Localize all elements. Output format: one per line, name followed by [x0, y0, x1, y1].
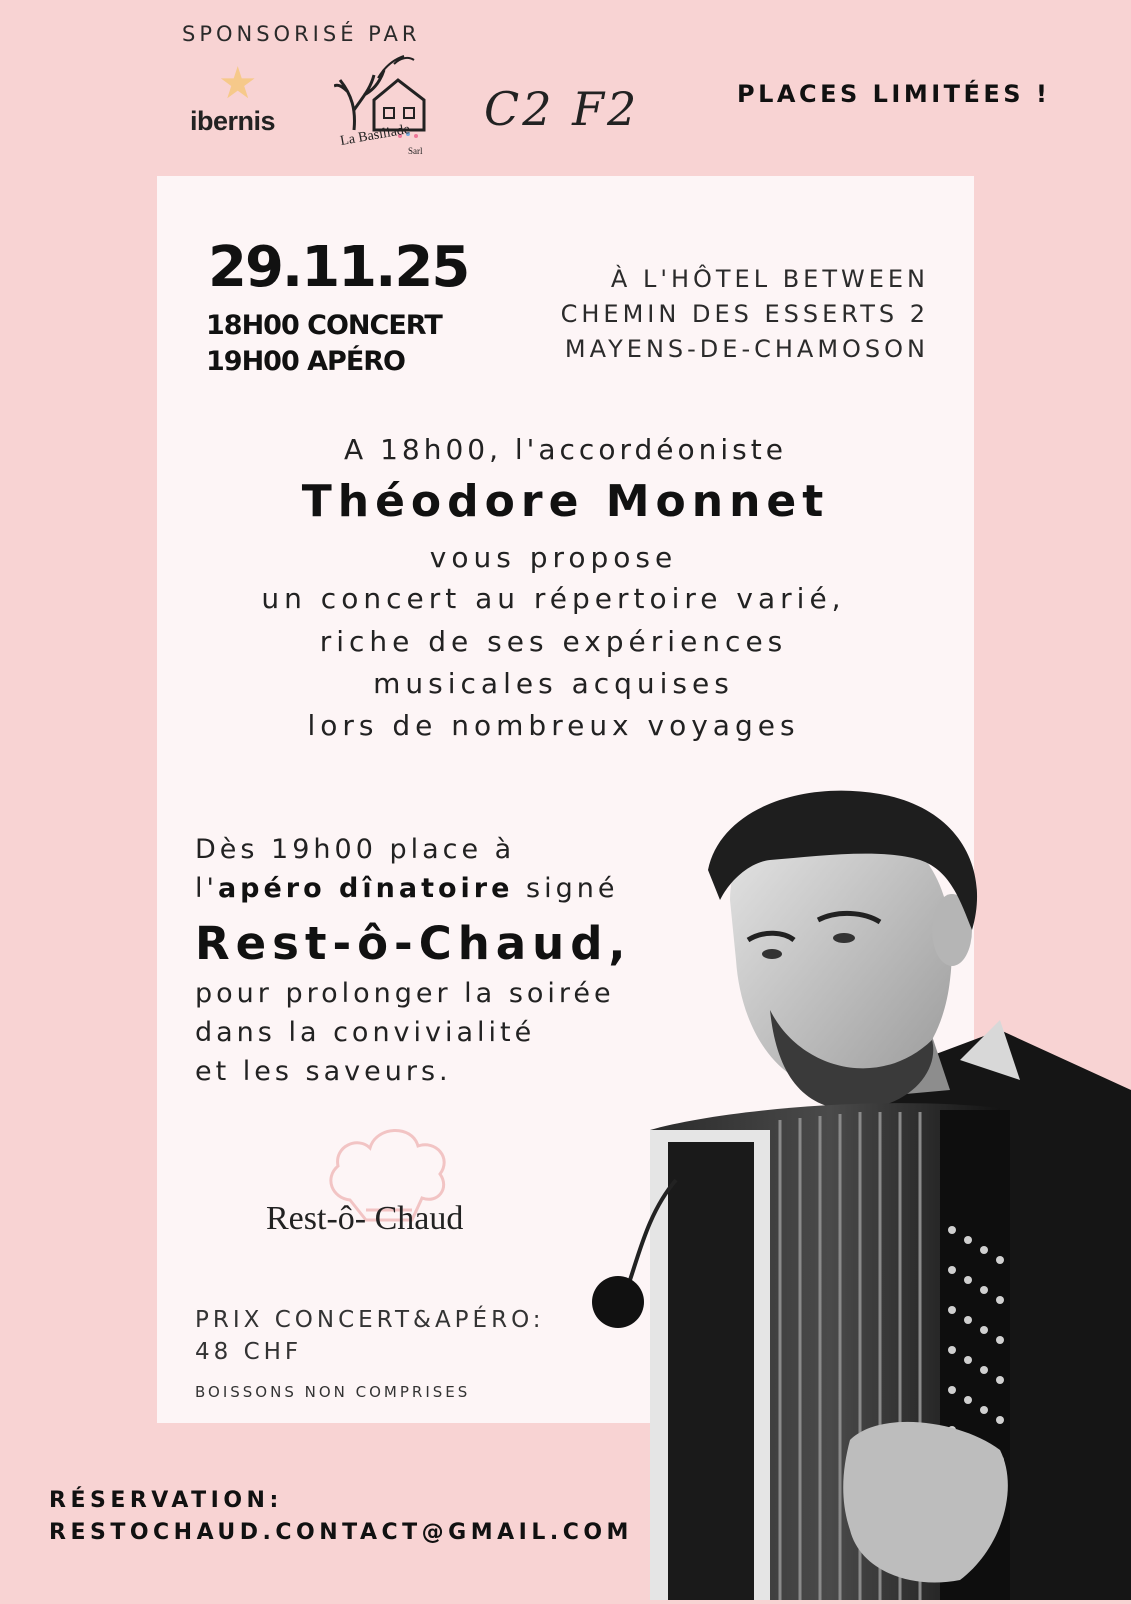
event-date: 29.11.25 — [208, 235, 469, 300]
price-amount: 48 CHF — [195, 1339, 303, 1365]
concert-intro: A 18h00, l'accordéoniste — [344, 433, 787, 466]
sponsor-title: SPONSORISÉ PAR — [182, 22, 421, 46]
basiliade-logo-text: La Basiliade — [339, 122, 412, 150]
c2f2-logo: C2 F2 — [484, 82, 640, 136]
reservation-label: RÉSERVATION: — [49, 1488, 283, 1513]
caterer-logo — [262, 1112, 512, 1252]
concert-description-line: lors de nombreux voyages — [307, 709, 800, 742]
concert-time: 18H00 CONCERT — [206, 310, 442, 341]
ibernis-logo — [188, 58, 298, 142]
apero-suffix: signé — [513, 873, 619, 904]
drinks-note: BOISSONS NON COMPRISES — [195, 1383, 471, 1401]
star-icon: ★ — [218, 58, 258, 109]
apero-time: 19H00 APÉRO — [206, 346, 406, 377]
concert-description-line: musicales acquises — [373, 667, 734, 700]
accordion-player-image — [580, 790, 1131, 1600]
concert-description-line: un concert au répertoire varié, — [261, 582, 846, 615]
apero-line — [195, 873, 618, 904]
address-city: MAYENS-DE-CHAMOSON — [564, 335, 929, 363]
apero-prefix: l' — [195, 873, 218, 904]
accordion-player-photo — [580, 790, 1131, 1600]
apero-line: dans la convivialité — [195, 1017, 536, 1048]
apero-line: pour prolonger la soirée — [195, 978, 615, 1009]
caterer-name: Rest-ô-Chaud, — [195, 917, 632, 970]
caterer-logo-text: Rest-ô- Chaud — [266, 1200, 464, 1237]
apero-line: Dès 19h00 place à — [195, 834, 516, 865]
address-street: CHEMIN DES ESSERTS 2 — [560, 300, 929, 328]
concert-description-line: riche de ses expériences — [319, 625, 788, 658]
address-venue: À L'HÔTEL BETWEEN — [610, 265, 929, 293]
apero-highlight: apéro dînatoire — [217, 873, 514, 904]
artist-name: Théodore Monnet — [301, 476, 830, 527]
concert-description-line: vous propose — [429, 541, 678, 574]
price-label: PRIX CONCERT&APÉRO: — [195, 1307, 545, 1333]
places-limitees-badge: PLACES LIMITÉES ! — [737, 80, 1051, 108]
basiliade-logo — [334, 50, 444, 160]
basiliade-logo-subtext: Sarl — [408, 146, 423, 156]
reservation-email[interactable]: RESTOCHAUD.CONTACT@GMAIL.COM — [49, 1520, 633, 1545]
ibernis-logo-text: ibernis — [190, 106, 276, 136]
apero-line: et les saveurs. — [195, 1056, 452, 1087]
